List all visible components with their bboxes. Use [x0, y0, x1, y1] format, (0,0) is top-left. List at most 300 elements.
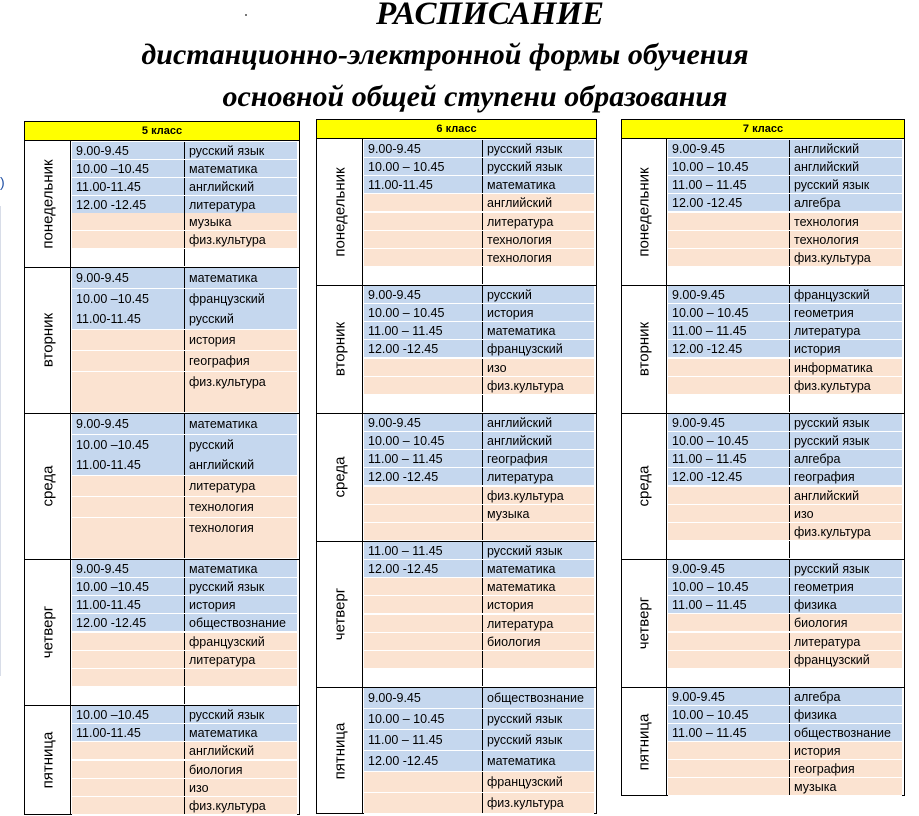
lesson-subject — [789, 395, 794, 412]
day-name: понедельник — [331, 167, 348, 257]
lesson-subject: английский — [184, 742, 254, 759]
lesson-row — [668, 614, 902, 632]
lesson-row — [364, 772, 594, 793]
lesson-row — [668, 140, 902, 158]
lesson-row — [668, 505, 902, 523]
lesson-subject: технология — [184, 518, 254, 538]
day-label — [622, 285, 667, 413]
lesson-time: 12.00 -12.45 — [368, 342, 439, 356]
day-block — [25, 559, 299, 706]
lesson-subject: английский — [482, 194, 552, 211]
lesson-subject: русский язык — [789, 560, 869, 577]
lesson-row — [364, 432, 594, 450]
edge-bracket-icon: ) — [0, 174, 5, 190]
lesson-subject: алгебра — [789, 194, 840, 211]
lesson-subject: математика — [184, 268, 257, 288]
schedule-subtitle-form: дистанционно-электронной формы обучения — [141, 38, 749, 71]
lesson-row — [72, 414, 297, 435]
lesson-subject: музыка — [482, 505, 529, 522]
lesson-subject: английский — [184, 178, 254, 195]
lesson-row — [364, 751, 594, 772]
lesson-subject: литература — [482, 468, 553, 485]
day-block — [25, 141, 299, 268]
lesson-row — [364, 322, 594, 340]
lesson-time: 12.00 -12.45 — [76, 616, 147, 630]
lesson-subject: физ.культура — [482, 487, 564, 504]
lesson-row — [72, 268, 297, 289]
day-name: среда — [635, 465, 653, 507]
lesson-row — [72, 497, 297, 518]
day-label — [622, 413, 667, 559]
lesson-subject: русский язык — [482, 158, 562, 175]
lesson-subject: математика — [184, 160, 257, 177]
lesson-subject — [482, 651, 487, 668]
lesson-row — [72, 538, 297, 559]
stray-dot — [245, 14, 247, 16]
lesson-subject: русский — [482, 286, 532, 303]
lesson-row — [668, 158, 902, 176]
lesson-row — [668, 286, 902, 304]
lesson-subject: алгебра — [789, 450, 840, 467]
lesson-row — [72, 213, 297, 231]
class-table-5 — [24, 121, 300, 815]
lesson-row — [72, 669, 297, 687]
lesson-time: 10.00 – 10.45 — [368, 160, 445, 174]
day-name: вторник — [39, 312, 56, 368]
lesson-subject: музыка — [184, 213, 231, 230]
day-label — [317, 541, 363, 687]
lesson-subject: математика — [482, 578, 555, 595]
lesson-row — [72, 779, 297, 797]
class-table-6 — [316, 119, 597, 814]
schedule-subtitle-level: основной общей ступени образования — [222, 80, 728, 113]
lesson-subject: русский — [184, 435, 234, 455]
lesson-subject: литература — [789, 633, 860, 650]
lesson-row — [72, 578, 297, 596]
lesson-time: 11.00-11.45 — [368, 178, 433, 192]
lesson-time: 9.00-9.45 — [76, 271, 129, 285]
lesson-time: 12.00 -12.45 — [672, 196, 743, 210]
lesson-subject: математика — [184, 560, 257, 577]
day-name: пятница — [635, 713, 653, 770]
lesson-subject — [482, 395, 487, 412]
lesson-subject: английский — [789, 140, 859, 157]
lesson-row — [668, 340, 902, 358]
lesson-row — [72, 724, 297, 742]
day-label — [622, 139, 667, 285]
day-block — [317, 687, 596, 814]
lesson-row — [364, 231, 594, 249]
lesson-time: 9.00-9.45 — [672, 562, 725, 576]
lesson-row — [668, 322, 902, 340]
lesson-row — [72, 455, 297, 476]
lesson-subject: русский язык — [184, 142, 264, 159]
lesson-subject: обществознание — [789, 724, 891, 741]
lesson-subject: биология — [482, 633, 541, 650]
class-header: 5 класс — [25, 122, 299, 141]
lesson-row — [668, 395, 902, 413]
day-label — [317, 285, 363, 413]
lesson-row — [668, 688, 902, 706]
lesson-row — [668, 523, 902, 541]
lesson-time: 9.00-9.45 — [76, 417, 129, 431]
class-header: 6 класс — [317, 120, 596, 139]
lesson-subject: технология — [482, 231, 552, 248]
lesson-time: 10.00 – 10.45 — [672, 160, 749, 174]
lesson-time: 9.00-9.45 — [368, 416, 421, 430]
lesson-row — [72, 560, 297, 578]
lesson-row — [668, 724, 902, 742]
lesson-row — [72, 309, 297, 330]
lesson-subject: изо — [482, 359, 507, 376]
day-block — [317, 541, 596, 688]
day-label — [25, 267, 71, 413]
day-name: вторник — [635, 321, 653, 377]
lesson-subject: технология — [789, 231, 859, 248]
lesson-row — [668, 231, 902, 249]
class-table-7 — [621, 119, 905, 796]
lesson-subject: русский язык — [482, 140, 562, 157]
lesson-time: 11.00 – 11.45 — [672, 324, 747, 338]
day-label — [25, 413, 71, 559]
lesson-row — [364, 793, 594, 814]
lesson-row — [668, 213, 902, 231]
lesson-time: 9.00-9.45 — [76, 144, 129, 158]
lesson-row — [72, 518, 297, 539]
lesson-time: 10.00 –10.45 — [76, 580, 149, 594]
lesson-row — [668, 596, 902, 614]
lesson-row — [364, 213, 594, 231]
day-block — [25, 267, 299, 414]
lesson-subject: литература — [482, 615, 553, 632]
lesson-subject: физ.культура — [789, 377, 871, 394]
lesson-subject: физ.культура — [482, 793, 564, 813]
lesson-row — [668, 541, 902, 559]
lesson-row — [668, 267, 902, 285]
lesson-subject: русский язык — [789, 414, 869, 431]
lesson-row — [72, 742, 297, 760]
lesson-subject: география — [789, 760, 855, 777]
lesson-time: 10.00 –10.45 — [76, 438, 149, 452]
lesson-row — [364, 194, 594, 212]
lesson-row — [668, 778, 902, 796]
lesson-row — [668, 669, 902, 687]
lesson-row — [668, 706, 902, 724]
day-label — [25, 559, 71, 705]
left-edge-line — [0, 206, 1, 676]
lesson-row — [364, 633, 594, 651]
lesson-row — [72, 196, 297, 214]
day-label — [25, 141, 71, 267]
lesson-time: 9.00-9.45 — [672, 416, 725, 430]
lesson-row — [72, 761, 297, 779]
lesson-row — [72, 231, 297, 249]
lesson-row — [364, 176, 594, 194]
lesson-row — [364, 158, 594, 176]
day-block — [622, 285, 904, 414]
day-label — [317, 687, 363, 814]
lesson-row — [72, 614, 297, 632]
lesson-row — [364, 395, 594, 413]
lesson-subject: французский — [482, 340, 563, 357]
lesson-time: 9.00-9.45 — [672, 690, 725, 704]
lesson-row — [668, 651, 902, 669]
day-block — [25, 705, 299, 815]
lesson-row — [72, 142, 297, 160]
lesson-row — [72, 289, 297, 310]
lesson-subject: обществознание — [482, 688, 584, 708]
lesson-time: 11.00 – 11.45 — [672, 178, 747, 192]
lesson-row — [668, 487, 902, 505]
lesson-subject: французский — [184, 289, 265, 309]
lesson-subject: биология — [184, 761, 243, 778]
lesson-subject: английский — [789, 487, 859, 504]
lesson-subject: история — [482, 596, 533, 613]
lesson-subject: физика — [789, 596, 837, 613]
lesson-time: 11.00 – 11.45 — [368, 324, 443, 338]
day-name: понедельник — [39, 159, 56, 249]
lesson-subject — [789, 669, 794, 686]
lesson-time: 9.00-9.45 — [368, 142, 421, 156]
lesson-row — [364, 377, 594, 395]
lesson-subject: французский — [789, 651, 870, 668]
lesson-time: 10.00 –10.45 — [76, 292, 149, 306]
lesson-subject — [184, 249, 189, 266]
lesson-time: 10.00 – 10.45 — [672, 708, 749, 722]
lesson-subject: физ.культура — [789, 523, 871, 540]
lesson-row — [668, 468, 902, 486]
lesson-time: 12.00 -12.45 — [368, 754, 439, 768]
lesson-row — [668, 760, 902, 778]
lesson-row — [364, 730, 594, 751]
lesson-time: 10.00 – 10.45 — [368, 306, 445, 320]
lesson-subject: история — [184, 596, 235, 613]
lesson-subject — [184, 538, 189, 558]
lesson-subject: французский — [184, 633, 265, 650]
lesson-row — [364, 304, 594, 322]
day-name: среда — [39, 465, 56, 507]
lesson-row — [72, 330, 297, 351]
lesson-row — [72, 476, 297, 497]
day-label — [622, 559, 667, 687]
lesson-time: 12.00 -12.45 — [672, 342, 743, 356]
lesson-subject: геометрия — [789, 578, 854, 595]
lesson-subject — [789, 541, 794, 558]
lesson-subject: физ.культура — [184, 231, 266, 248]
lesson-time: 11.00-11.45 — [76, 312, 141, 326]
lesson-subject: английский — [184, 455, 254, 475]
lesson-time: 11.00 – 11.45 — [672, 452, 747, 466]
lesson-subject: математика — [184, 724, 257, 741]
lesson-row — [72, 797, 297, 815]
lesson-subject: физ.культура — [789, 249, 871, 266]
lesson-time: 9.00-9.45 — [368, 288, 421, 302]
lesson-subject: изо — [184, 779, 209, 796]
lesson-row — [668, 176, 902, 194]
lesson-row — [72, 249, 297, 267]
lesson-time: 9.00-9.45 — [672, 142, 725, 156]
lesson-subject: география — [789, 468, 855, 485]
day-block — [25, 413, 299, 560]
day-label — [622, 687, 667, 796]
lesson-subject: математика — [482, 751, 555, 771]
day-name: пятница — [331, 722, 348, 779]
day-label — [25, 705, 71, 815]
lesson-time: 11.00 – 11.45 — [368, 733, 443, 747]
lesson-row — [364, 688, 594, 709]
lesson-row — [364, 450, 594, 468]
lesson-subject: русский язык — [789, 176, 869, 193]
lesson-subject — [184, 669, 189, 686]
lesson-row — [72, 596, 297, 614]
lesson-row — [72, 687, 297, 705]
day-block — [622, 139, 904, 286]
lesson-subject: изо — [789, 505, 814, 522]
lesson-row — [364, 487, 594, 505]
lesson-subject: английский — [482, 414, 552, 431]
lesson-row — [364, 267, 594, 285]
lesson-row — [668, 578, 902, 596]
day-block — [317, 139, 596, 286]
lesson-time: 9.00-9.45 — [368, 691, 421, 705]
lesson-subject — [482, 267, 487, 284]
lesson-time: 11.00-11.45 — [76, 180, 141, 194]
lesson-row — [364, 596, 594, 614]
lesson-subject: физ.культура — [184, 797, 266, 814]
lesson-row — [72, 651, 297, 669]
lesson-subject: английский — [789, 158, 859, 175]
lesson-row — [364, 578, 594, 596]
lesson-time: 10.00 –10.45 — [76, 708, 149, 722]
lesson-subject: русский язык — [184, 706, 264, 723]
lesson-subject: математика — [184, 414, 257, 434]
day-label — [317, 139, 363, 285]
lesson-time: 12.00 -12.45 — [76, 198, 147, 212]
lesson-row — [364, 286, 594, 304]
lesson-row — [364, 651, 594, 669]
lesson-row — [668, 377, 902, 395]
lesson-row — [364, 560, 594, 578]
lesson-subject: история — [789, 340, 840, 357]
lesson-subject: физика — [789, 706, 837, 723]
lesson-row — [364, 709, 594, 730]
schedule-title: РАСПИСАНИЕ — [376, 0, 604, 32]
lesson-subject: технология — [184, 497, 254, 517]
day-name: среда — [331, 456, 348, 498]
lesson-time: 10.00 – 10.45 — [672, 580, 749, 594]
lesson-time: 10.00 – 10.45 — [672, 434, 749, 448]
lesson-subject: физ.культура — [482, 377, 564, 394]
lesson-row — [364, 615, 594, 633]
lesson-subject — [789, 267, 794, 284]
lesson-row — [364, 669, 594, 687]
lesson-subject: литература — [789, 322, 860, 339]
class-header: 7 класс — [622, 120, 904, 139]
lesson-subject: русский язык — [789, 432, 869, 449]
lesson-subject — [184, 392, 189, 412]
lesson-subject: литература — [184, 476, 255, 496]
lesson-time: 9.00-9.45 — [76, 562, 129, 576]
lesson-row — [364, 468, 594, 486]
day-name: понедельник — [635, 167, 653, 257]
lesson-subject: русский язык — [482, 709, 562, 729]
lesson-row — [364, 359, 594, 377]
day-name: четверг — [39, 605, 56, 659]
lesson-subject: музыка — [789, 778, 836, 795]
lesson-subject — [482, 523, 487, 540]
lesson-time: 10.00 – 10.45 — [672, 306, 749, 320]
lesson-row — [72, 435, 297, 456]
lesson-row — [668, 450, 902, 468]
lesson-row — [72, 633, 297, 651]
lesson-subject: французский — [789, 286, 870, 303]
day-block — [317, 285, 596, 414]
lesson-subject: биология — [789, 614, 848, 631]
lesson-time: 11.00 – 11.45 — [368, 452, 443, 466]
lesson-subject: литература — [184, 196, 255, 213]
lesson-time: 10.00 –10.45 — [76, 162, 149, 176]
lesson-row — [72, 372, 297, 393]
lesson-row — [72, 392, 297, 413]
lesson-time: 11.00 – 11.45 — [672, 726, 747, 740]
lesson-subject: русский язык — [482, 542, 562, 559]
lesson-row — [72, 351, 297, 372]
day-block — [622, 559, 904, 688]
lesson-subject: география — [184, 351, 250, 371]
lesson-row — [668, 359, 902, 377]
lesson-row — [668, 560, 902, 578]
lesson-subject: алгебра — [789, 688, 840, 705]
lesson-row — [72, 706, 297, 724]
lesson-row — [668, 633, 902, 651]
lesson-time: 11.00-11.45 — [76, 598, 141, 612]
lesson-subject: математика — [482, 322, 555, 339]
lesson-subject: история — [789, 742, 840, 759]
schedule-title-block — [0, 0, 919, 118]
lesson-subject: история — [184, 330, 235, 350]
lesson-subject — [482, 669, 487, 686]
lesson-subject: английский — [482, 432, 552, 449]
lesson-subject: русский язык — [184, 578, 264, 595]
lesson-subject — [184, 687, 189, 704]
lesson-subject: технология — [789, 213, 859, 230]
lesson-row — [668, 194, 902, 212]
lesson-subject: русский язык — [482, 730, 562, 750]
lesson-subject: русский — [184, 309, 234, 329]
lesson-subject: обществознание — [184, 614, 286, 631]
lesson-time: 12.00 -12.45 — [368, 562, 439, 576]
lesson-row — [668, 432, 902, 450]
day-name: четверг — [331, 587, 348, 641]
lesson-row — [364, 140, 594, 158]
day-name: пятница — [39, 731, 56, 789]
lesson-row — [364, 542, 594, 560]
lesson-subject: математика — [482, 176, 555, 193]
lesson-row — [668, 742, 902, 760]
lesson-row — [364, 340, 594, 358]
lesson-subject: литература — [184, 651, 255, 668]
lesson-subject: география — [482, 450, 548, 467]
lesson-subject: физ.культура — [184, 372, 266, 392]
lesson-row — [364, 249, 594, 267]
lesson-time: 11.00 – 11.45 — [672, 598, 747, 612]
lesson-subject: история — [482, 304, 533, 321]
lesson-row — [668, 304, 902, 322]
lesson-subject: французский — [482, 772, 563, 792]
day-label — [317, 413, 363, 541]
lesson-row — [668, 249, 902, 267]
lesson-row — [668, 414, 902, 432]
